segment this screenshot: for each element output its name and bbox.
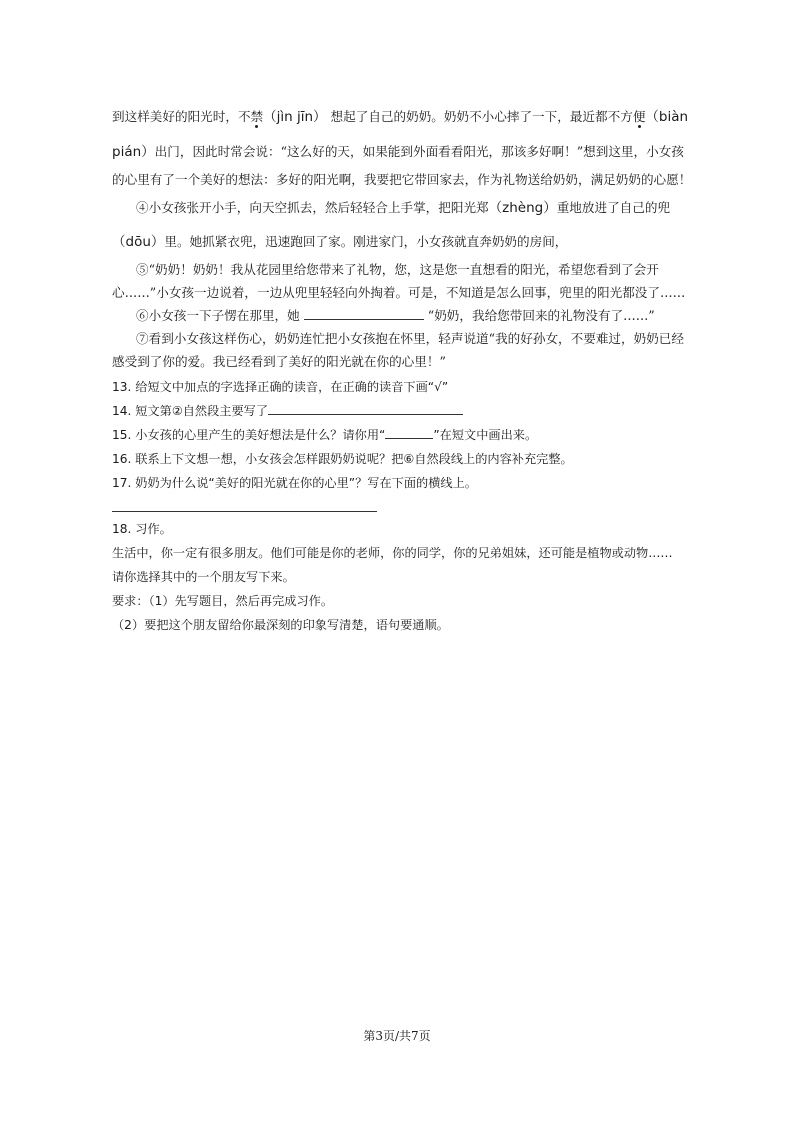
question-16: 16. 联系上下文想一想，小女孩会怎样跟奶奶说呢？把⑥自然段线上的内容补充完整。	[112, 452, 573, 466]
underline-symbol	[385, 426, 433, 439]
pinyin-options: （biàn	[645, 109, 689, 125]
pinyin-annotation: （dōu）	[112, 234, 165, 250]
passage-line: 到这样美好的阳光时，不禁（jìn jīn） 想起了自己的奶奶。奶奶不小心摔了一下，最近都不方便（biàn	[112, 109, 689, 125]
composition-title: 18. 习作。	[112, 522, 172, 536]
passage-paragraph-7: ⑦看到小女孩这样伤心，奶奶连忙把小女孩抱在怀里，轻声说道“我的好孙女，不要难过，奶奶已经	[136, 331, 684, 346]
composition-requirement: 要求：（1）先写题目，然后再完成习作。	[112, 594, 334, 608]
passage-paragraph-4: ④小女孩张开小手，向天空抓去，然后轻轻合上手掌，把阳光郑（zhèng）重地放进了自己的兜	[136, 200, 671, 216]
question-17: 17. 奶奶为什么说“美好的阳光就在你的心里”？写在下面的横线上。	[112, 476, 477, 490]
passage-line: 心……”小女孩一边说着，一边从兜里轻轻向外掏着。可是，不知道是怎么回事，兜里的阳光都没了……	[112, 285, 686, 300]
answer-blank[interactable]	[304, 307, 424, 320]
composition-prompt: 生活中，你一定有很多朋友。他们可能是你的老师，你的同学，你的兄弟姐妹，还可能是植物或动物……	[112, 546, 673, 560]
composition-requirement: （2）要把这个朋友留给你最深刻的印象写清楚，语句要通顺。	[112, 618, 449, 632]
pinyin-options: pián）	[112, 144, 155, 160]
passage-line: 的心里有了一个美好的想法：多好的阳光啊，我要把它带回家去，作为礼物送给奶奶，满足奶奶的心愿！	[112, 172, 692, 187]
dotted-char: 禁	[250, 109, 264, 124]
pinyin-annotation: （zhèng）	[488, 200, 557, 216]
composition-prompt: 请你选择其中的一个朋友写下来。	[112, 570, 295, 584]
passage-line: （dōu）里。她抓紧衣兜，迅速跑回了家。刚进家门，小女孩就直奔奶奶的房间，	[112, 234, 568, 250]
passage-paragraph-6: ⑥小女孩一下子愣在那里，她 “奶奶，我给您带回来的礼物没有了……”	[136, 308, 655, 323]
answer-blank[interactable]	[268, 402, 463, 415]
passage-line: pián）出门，因此时常会说：“这么好的天，如果能到外面看看阳光，那该多好啊！”想到这里，小女孩	[112, 144, 684, 160]
passage-paragraph-5: ⑤“奶奶！奶奶！我从花园里给您带来了礼物，您，这是您一直想看的阳光，希望您看到了会开	[136, 262, 659, 277]
question-15: 15. 小女孩的心里产生的美好想法是什么？请你用“ ”在短文中画出来。	[112, 428, 538, 442]
answer-line[interactable]	[112, 511, 377, 512]
passage-line: 感受到了你的爱。我已经看到了美好的阳光就在你的心里！”	[112, 354, 446, 369]
question-14: 14. 短文第②自然段主要写了	[112, 402, 687, 420]
dotted-char: 便	[632, 109, 646, 124]
pinyin-options: （jìn jīn）	[263, 109, 327, 125]
question-13: 13. 给短文中加点的字选择正确的读音，在正确的读音下画“√”	[112, 380, 449, 394]
page-number: 第3页/共7页	[363, 1029, 431, 1043]
